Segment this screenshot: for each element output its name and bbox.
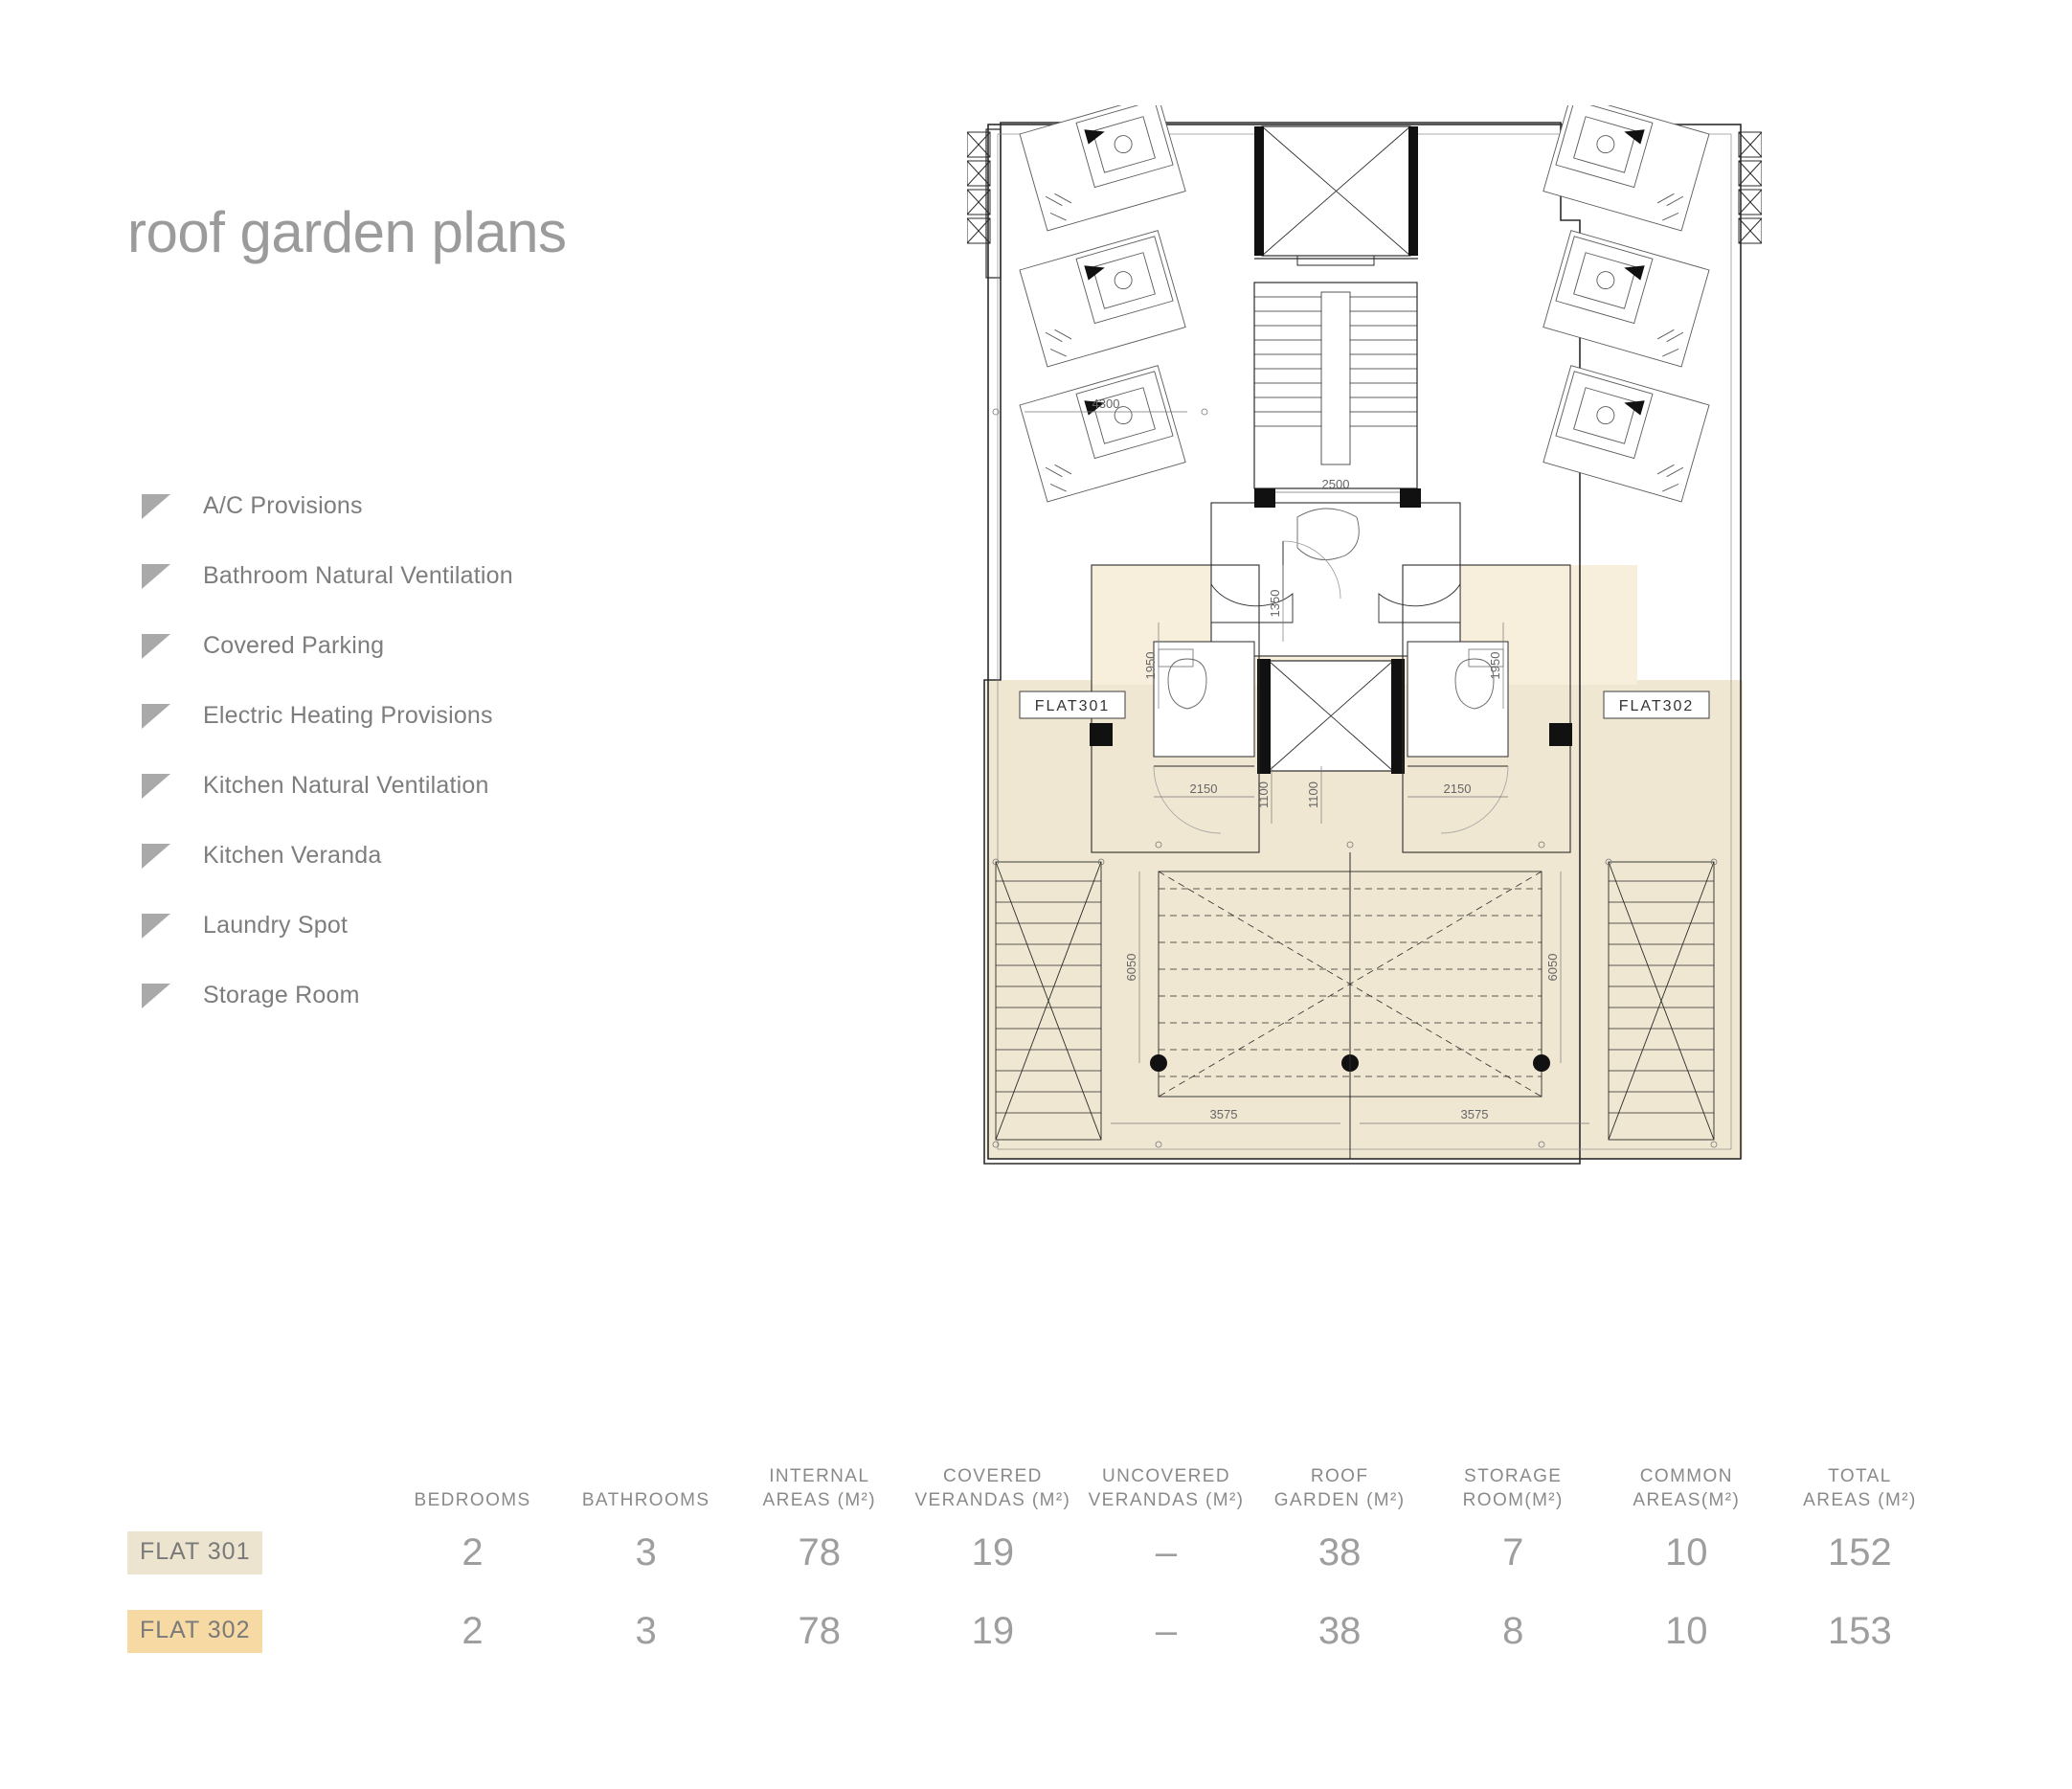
header-line2: AREAS (M²) (762, 1490, 877, 1511)
status-badge: FLAT 301 (127, 1531, 262, 1574)
cell-common-areas: 10 (1665, 1531, 1708, 1574)
svg-text:2150: 2150 (1443, 781, 1472, 796)
cell-bedrooms: 2 (462, 1610, 484, 1652)
cell-bedrooms: 2 (462, 1531, 484, 1574)
cell-uncovered-verandas: – (1155, 1610, 1178, 1652)
legend-item-label: Storage Room (203, 982, 360, 1008)
table-header-common-areas (1600, 1464, 1773, 1513)
table-header-total-areas (1773, 1464, 1947, 1513)
cell-total-areas: 152 (1828, 1531, 1892, 1574)
triangle-marker-icon (142, 562, 174, 591)
cell-roof-garden: 38 (1318, 1531, 1362, 1574)
svg-text:4300: 4300 (1092, 396, 1120, 411)
svg-text:1100: 1100 (1306, 781, 1320, 808)
svg-text:1950: 1950 (1488, 651, 1502, 680)
triangle-marker-icon (142, 632, 174, 661)
table-header-row (127, 1427, 1947, 1513)
legend-item-label: A/C Provisions (203, 492, 363, 519)
svg-text:1350: 1350 (1268, 589, 1282, 618)
svg-text:FLAT301: FLAT301 (1034, 698, 1111, 714)
flat-cell (127, 1610, 386, 1653)
svg-text:FLAT302: FLAT302 (1618, 698, 1695, 714)
table-row (127, 1513, 1947, 1592)
svg-text:6050: 6050 (1545, 953, 1560, 982)
cell-bathrooms: 3 (635, 1531, 657, 1574)
legend-item-storage-room (142, 961, 678, 1030)
cell-roof-garden: 38 (1318, 1610, 1362, 1652)
header-line2: AREAS(M²) (1633, 1490, 1741, 1511)
floor-plan-drawing (967, 105, 1762, 1350)
legend-item-electric-heating-provisions (142, 681, 678, 751)
cell-bathrooms: 3 (635, 1610, 657, 1652)
header-line2: VERANDAS (M²) (1088, 1490, 1245, 1511)
legend-item-covered-parking (142, 611, 678, 681)
triangle-marker-icon (142, 982, 174, 1010)
table-header-uncovered-verandas (1079, 1464, 1252, 1513)
svg-text:1950: 1950 (1143, 651, 1158, 680)
header-line1: UNCOVERED (1101, 1465, 1230, 1486)
page-title: roof garden plans (127, 200, 567, 264)
triangle-marker-icon (142, 772, 174, 801)
legend-item-kitchen-natural-ventilation (142, 751, 678, 821)
header-line2: GARDEN (M²) (1273, 1490, 1406, 1511)
header-line2: VERANDAS (M²) (914, 1490, 1071, 1511)
table-header-bathrooms (559, 1488, 732, 1513)
header-line1: INTERNAL (769, 1465, 870, 1486)
svg-text:1100: 1100 (1256, 781, 1271, 808)
legend-item-ac-provisions (142, 471, 678, 541)
cell-uncovered-verandas: – (1155, 1531, 1178, 1574)
legend-item-kitchen-veranda (142, 821, 678, 891)
status-badge: FLAT 302 (127, 1610, 262, 1653)
svg-text:3575: 3575 (1460, 1107, 1489, 1121)
areas-table (127, 1427, 1947, 1670)
header-line1: BEDROOMS (414, 1490, 531, 1511)
cell-common-areas: 10 (1665, 1610, 1708, 1652)
table-header-covered-verandas (906, 1464, 1079, 1513)
header-line1: ROOF (1310, 1465, 1369, 1486)
triangle-marker-icon (142, 842, 174, 871)
svg-text:2500: 2500 (1321, 477, 1350, 491)
table-header-storage-room (1427, 1464, 1600, 1513)
header-line1: TOTAL (1828, 1465, 1892, 1486)
header-line2: ROOM(M²) (1462, 1490, 1564, 1511)
header-line1: COVERED (943, 1465, 1043, 1486)
header-line2: AREAS (M²) (1803, 1490, 1917, 1511)
triangle-marker-icon (142, 492, 174, 521)
legend (142, 471, 678, 1030)
legend-item-laundry-spot (142, 891, 678, 961)
header-line1: BATHROOMS (581, 1490, 710, 1511)
svg-text:6050: 6050 (1124, 953, 1138, 982)
flat-cell (127, 1531, 386, 1574)
table-row (127, 1592, 1947, 1670)
legend-item-label: Laundry Spot (203, 912, 349, 939)
cell-internal-areas: 78 (798, 1531, 842, 1574)
svg-text:3575: 3575 (1209, 1107, 1238, 1121)
svg-text:2150: 2150 (1189, 781, 1218, 796)
table-header-internal-areas (732, 1464, 906, 1513)
table-header-bedrooms (386, 1488, 559, 1513)
cell-covered-verandas: 19 (971, 1531, 1015, 1574)
legend-item-label: Kitchen Natural Ventilation (203, 772, 489, 799)
table-header-roof-garden (1253, 1464, 1427, 1513)
triangle-marker-icon (142, 702, 174, 731)
cell-storage-room: 7 (1502, 1531, 1524, 1574)
header-line1: COMMON (1639, 1465, 1733, 1486)
legend-item-label: Covered Parking (203, 632, 385, 659)
legend-item-label: Electric Heating Provisions (203, 702, 493, 729)
header-line1: STORAGE (1464, 1465, 1563, 1486)
legend-item-label: Kitchen Veranda (203, 842, 382, 869)
triangle-marker-icon (142, 912, 174, 940)
cell-storage-room: 8 (1502, 1610, 1524, 1652)
legend-item-label: Bathroom Natural Ventilation (203, 562, 513, 589)
cell-internal-areas: 78 (798, 1610, 842, 1652)
cell-covered-verandas: 19 (971, 1610, 1015, 1652)
legend-item-bathroom-natural-ventilation (142, 541, 678, 611)
cell-total-areas: 153 (1828, 1610, 1892, 1652)
